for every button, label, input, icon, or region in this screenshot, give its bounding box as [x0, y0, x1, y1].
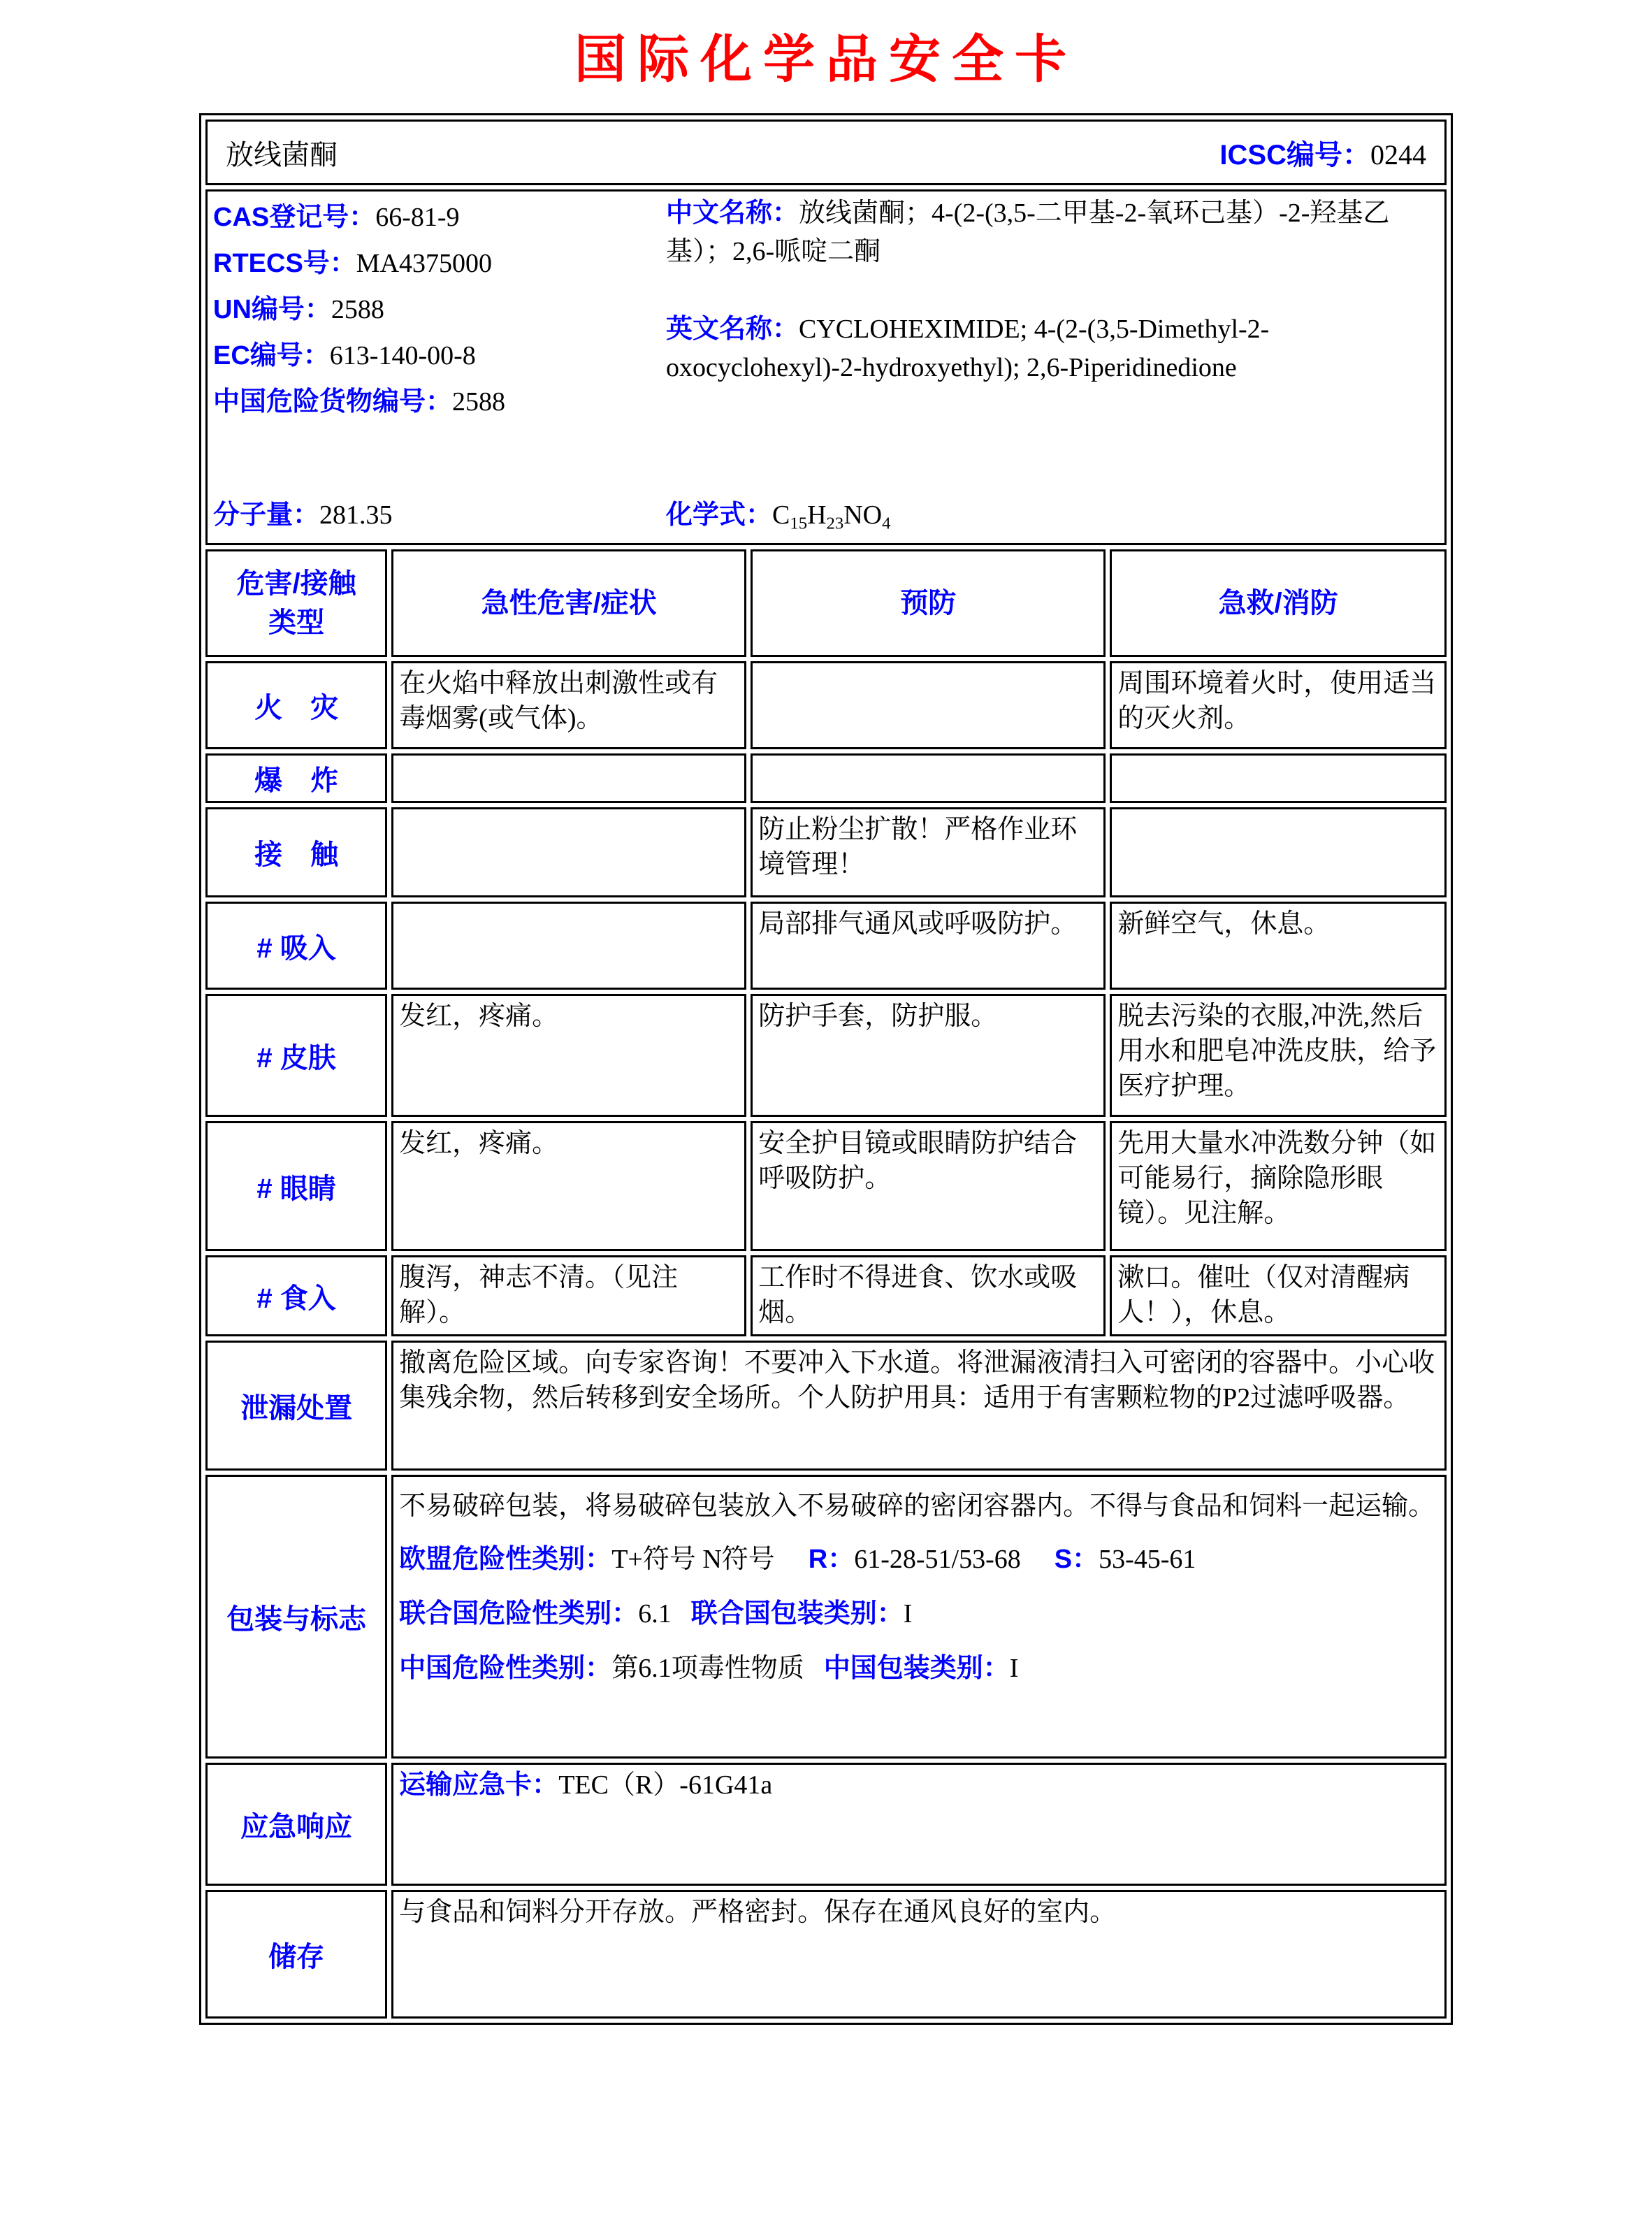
- row-label-storage: 储存: [205, 1890, 387, 2019]
- packaging-content-cell: [391, 1475, 1447, 1759]
- hazard-row-inhalation: [205, 902, 1447, 990]
- tec-label: 运输应急卡：: [399, 1770, 559, 1800]
- icsc-number: 0244: [1370, 138, 1426, 171]
- page-title: 国际化学品安全卡: [574, 31, 1078, 89]
- skin-response-cell: 脱去污染的衣服,冲洗,然后用水和肥皂冲洗皮肤，给予医疗护理。: [1110, 994, 1447, 1117]
- registry-numbers: [213, 194, 666, 425]
- header-response: 急救/消防: [1110, 549, 1447, 657]
- contact-response-cell: [1110, 807, 1447, 897]
- spill-text-cell: 撤离危险区域。向专家咨询！不要冲入下水道。将泄漏液清扫入可密闭的容器中。小心收集残余物，然后转移到安全场所。个人防护用具：适用于有害颗粒物的P2过滤呼吸器。: [391, 1341, 1447, 1471]
- inhalation-prevention-cell: 局部排气通风或呼吸防护。: [751, 902, 1106, 990]
- hazard-row-ingestion: [205, 1255, 1447, 1336]
- formula-label: 化学式：: [666, 500, 773, 530]
- emergency-content-cell: [391, 1763, 1447, 1886]
- ingestion-prevention-cell: 工作时不得进食、饮水或吸烟。: [751, 1255, 1106, 1336]
- eyes-response-cell: 先用大量水冲洗数分钟（如可能易行，摘除隐形眼镜）。见注解。: [1110, 1121, 1447, 1251]
- row-label-packaging: 包装与标志: [205, 1475, 387, 1759]
- english-name: 英文名称：CYCLOHEXIMIDE; 4-(2-(3,5-Dimethyl-2-oxocyclohexyl)-2-hydroxyethyl); 2,6-Piperidinedione: [666, 315, 1270, 383]
- molecular-weight-label: 分子量：: [213, 500, 320, 530]
- ingestion-response-cell: 漱口。催吐（仅对清醒病人！），休息。: [1110, 1255, 1447, 1336]
- name-row: [205, 120, 1447, 185]
- chemical-name: 放线菌酮: [226, 138, 338, 171]
- identification-row: [205, 189, 1447, 545]
- chemical-names: [666, 194, 1439, 425]
- china-hazard-class-line: 中国危险性类别：第6.1项毒性物质 中国包装类别：I: [399, 1653, 1019, 1683]
- row-label-inhalation: # 吸入: [205, 902, 387, 990]
- row-label-eyes: # 眼睛: [205, 1121, 387, 1251]
- inhalation-response-cell: 新鲜空气，休息。: [1110, 902, 1447, 990]
- contact-symptoms-cell: [391, 807, 746, 897]
- emergency-row: [205, 1763, 1447, 1886]
- packaging-text: 不易破碎包装，将易破碎包装放入不易破碎的密闭容器内。不得与食品和饲料一起运输。: [399, 1492, 1435, 1521]
- spill-row: [205, 1341, 1447, 1471]
- eu-hazard-class-line: 欧盟危险性类别：T+符号 N符号 R：61-28-51/53-68 S：53-45-61: [399, 1545, 1196, 1574]
- eyes-symptoms-cell: 发红，疼痛。: [391, 1121, 746, 1251]
- eyes-prevention-cell: 安全护目镜或眼睛防护结合呼吸防护。: [751, 1121, 1106, 1251]
- row-label-fire: 火 灾: [205, 661, 387, 749]
- un-hazard-class-line: 联合国危险性类别：6.1 联合国包装类别：I: [399, 1598, 913, 1629]
- header-prevention: 预防: [751, 549, 1106, 657]
- icsc-number-block: [1219, 133, 1426, 173]
- inhalation-symptoms-cell: [391, 902, 746, 990]
- hazard-row-skin: [205, 994, 1447, 1117]
- formula-value: $C_{15}H_{23}NO_4$: [772, 500, 891, 533]
- chemical-formula: [666, 493, 1439, 533]
- fire-response-cell: 周围环境着火时，使用适当的灭火剂。: [1110, 661, 1447, 749]
- tec-value: TEC（R）-61G41a: [558, 1770, 773, 1800]
- ingestion-symptoms-cell: 腹泻，神志不清。（见注解）。: [391, 1255, 746, 1336]
- header-symptoms: 急性危害/症状: [391, 549, 746, 657]
- fire-prevention-cell: [751, 661, 1106, 749]
- storage-row: [205, 1890, 1447, 2019]
- explosion-prevention-cell: [751, 753, 1106, 803]
- storage-text-cell: 与食品和饲料分开存放。严格密封。保存在通风良好的室内。: [391, 1890, 1447, 2019]
- contact-prevention-cell: 防止粉尘扩散！严格作业环境管理！: [751, 807, 1106, 897]
- hazard-header-row: [205, 549, 1447, 657]
- skin-symptoms-cell: 发红，疼痛。: [391, 994, 746, 1117]
- hazard-row-contact: [205, 807, 1447, 897]
- molecular-weight: [213, 493, 666, 533]
- chinese-name: 中文名称：放线菌酮；4-(2-(3,5-二甲基-2-氧环己基）-2-羟基乙基）；2,6-哌啶二酮: [666, 198, 1390, 267]
- hazard-row-fire: [205, 661, 1447, 749]
- row-label-skin: # 皮肤: [205, 994, 387, 1117]
- skin-prevention-cell: 防护手套，防护服。: [751, 994, 1106, 1117]
- explosion-symptoms-cell: [391, 753, 746, 803]
- china-dg-number: 中国危险货物编号：2588: [213, 387, 506, 417]
- hazard-row-explosion: [205, 753, 1447, 803]
- hazard-row-eyes: [205, 1121, 1447, 1251]
- header-type: 危害/接触 类型: [205, 549, 387, 657]
- row-label-spill: 泄漏处置: [205, 1341, 387, 1471]
- row-label-emergency: 应急响应: [205, 1763, 387, 1886]
- ec-number: EC编号：613-140-00-8: [213, 341, 476, 370]
- cas-number: CAS登记号：66-81-9: [213, 203, 460, 232]
- row-label-explosion: 爆 炸: [205, 753, 387, 803]
- un-number: UN编号：2588: [213, 295, 384, 324]
- packaging-row: [205, 1475, 1447, 1759]
- explosion-response-cell: [1110, 753, 1447, 803]
- molecular-weight-value: 281.35: [319, 500, 393, 530]
- row-label-contact: 接 触: [205, 807, 387, 897]
- icsc-label: ICSC编号：: [1219, 139, 1370, 171]
- fire-symptoms-cell: 在火焰中释放出刺激性或有毒烟雾(或气体)。: [391, 661, 746, 749]
- card-table: [199, 113, 1453, 2025]
- rtecs-number: RTECS号：MA4375000: [213, 249, 493, 278]
- row-label-ingestion: # 食入: [205, 1255, 387, 1336]
